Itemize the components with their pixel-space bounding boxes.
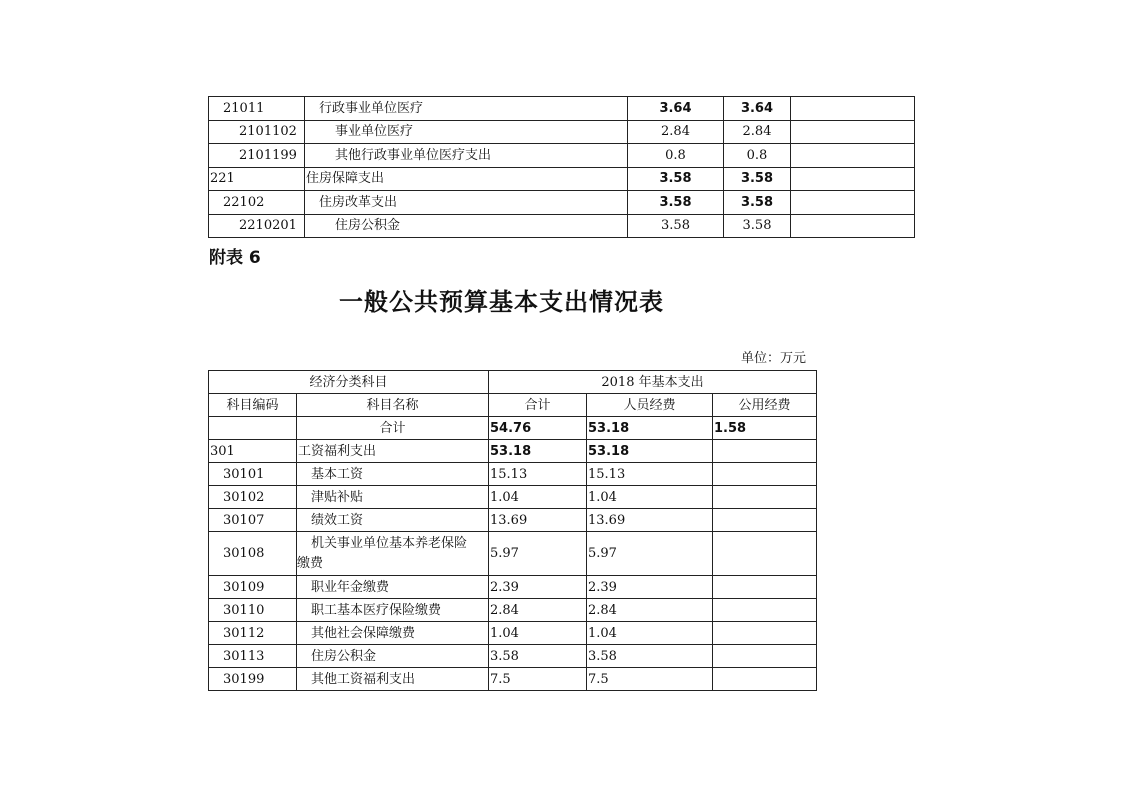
personnel-amount: 2.84 <box>587 599 713 622</box>
amount-cell: 3.64 <box>724 97 791 121</box>
total-amount: 5.97 <box>489 532 587 576</box>
table-row <box>209 668 817 691</box>
table-row <box>209 120 915 144</box>
subject-name: 职工基本医疗保险缴费 <box>297 599 489 622</box>
subject-code: 30113 <box>209 645 297 668</box>
subject-name: 其他社会保障缴费 <box>297 622 489 645</box>
public-amount <box>713 463 817 486</box>
personnel-amount: 3.58 <box>587 645 713 668</box>
amount-cell <box>791 214 915 238</box>
personnel-amount: 1.04 <box>587 486 713 509</box>
total-label: 合计 <box>297 417 489 440</box>
subject-code: 22102 <box>209 191 305 215</box>
subject-name: 工资福利支出 <box>297 440 489 463</box>
amount-cell: 3.58 <box>724 214 791 238</box>
subject-name: 津贴补贴 <box>297 486 489 509</box>
amount-cell: 3.58 <box>628 191 724 215</box>
public-amount <box>713 486 817 509</box>
header-basic-expenditure-2018: 2018 年基本支出 <box>489 371 817 394</box>
subject-code: 30109 <box>209 576 297 599</box>
basic-expenditure-table <box>208 370 817 691</box>
table-row <box>209 214 915 238</box>
subject-name <box>297 532 489 576</box>
amount-cell: 0.8 <box>628 144 724 168</box>
subject-code: 2210201 <box>209 214 305 238</box>
header-subject-code: 科目编码 <box>209 394 297 417</box>
appendix-label: 附表 6 <box>209 248 261 268</box>
total-amount: 2.84 <box>489 599 587 622</box>
table-row <box>209 509 817 532</box>
total-amount: 15.13 <box>489 463 587 486</box>
public-amount <box>713 668 817 691</box>
table-row <box>209 599 817 622</box>
subject-code: 301 <box>209 440 297 463</box>
subject-code <box>209 417 297 440</box>
subject-code: 30101 <box>209 463 297 486</box>
amount-cell: 3.58 <box>628 167 724 191</box>
subject-name: 行政事业单位医疗 <box>305 97 628 121</box>
personnel-amount: 5.97 <box>587 532 713 576</box>
personnel-amount: 13.69 <box>587 509 713 532</box>
subject-code: 2101102 <box>209 120 305 144</box>
personnel-amount: 15.13 <box>587 463 713 486</box>
subject-name: 住房公积金 <box>297 645 489 668</box>
public-amount <box>713 509 817 532</box>
amount-cell: 0.8 <box>724 144 791 168</box>
top-continuation-table <box>208 96 915 238</box>
header-row <box>209 394 817 417</box>
subject-code: 30110 <box>209 599 297 622</box>
total-amount: 1.04 <box>489 486 587 509</box>
subject-name: 职业年金缴费 <box>297 576 489 599</box>
table-row <box>209 622 817 645</box>
subject-code: 21011 <box>209 97 305 121</box>
subject-name: 事业单位医疗 <box>305 120 628 144</box>
personnel-amount: 53.18 <box>587 440 713 463</box>
amount-cell <box>791 191 915 215</box>
table-row <box>209 532 817 576</box>
amount-cell: 2.84 <box>628 120 724 144</box>
subject-name: 绩效工资 <box>297 509 489 532</box>
table-row <box>209 144 915 168</box>
amount-cell <box>791 120 915 144</box>
amount-cell: 2.84 <box>724 120 791 144</box>
public-amount: 1.58 <box>713 417 817 440</box>
amount-cell: 3.58 <box>724 191 791 215</box>
public-amount <box>713 599 817 622</box>
subject-name: 住房改革支出 <box>305 191 628 215</box>
total-amount: 1.04 <box>489 622 587 645</box>
total-amount: 2.39 <box>489 576 587 599</box>
subject-code: 30107 <box>209 509 297 532</box>
public-amount <box>713 645 817 668</box>
personnel-amount: 53.18 <box>587 417 713 440</box>
page-title: 一般公共预算基本支出情况表 <box>339 287 664 316</box>
total-amount: 3.58 <box>489 645 587 668</box>
subject-code: 221 <box>209 167 305 191</box>
table-row <box>209 486 817 509</box>
public-amount <box>713 440 817 463</box>
total-row <box>209 417 817 440</box>
subject-code: 30108 <box>209 532 297 576</box>
subject-name: 其他行政事业单位医疗支出 <box>305 144 628 168</box>
amount-cell <box>791 167 915 191</box>
amount-cell: 3.64 <box>628 97 724 121</box>
subject-name-line-2: 缴费 <box>297 555 324 571</box>
table-row <box>209 463 817 486</box>
total-amount: 54.76 <box>489 417 587 440</box>
total-amount: 13.69 <box>489 509 587 532</box>
table-row <box>209 167 915 191</box>
unit-label: 单位：万元 <box>741 351 807 366</box>
public-amount <box>713 622 817 645</box>
header-economic-classification: 经济分类科目 <box>209 371 489 394</box>
personnel-amount: 7.5 <box>587 668 713 691</box>
header-personnel: 人员经费 <box>587 394 713 417</box>
subject-name-line-1: 机关事业单位基本养老保险 <box>311 535 468 551</box>
public-amount <box>713 532 817 576</box>
subject-code: 30102 <box>209 486 297 509</box>
amount-cell: 3.58 <box>628 214 724 238</box>
amount-cell <box>791 144 915 168</box>
subject-name: 其他工资福利支出 <box>297 668 489 691</box>
table-row <box>209 645 817 668</box>
header-row <box>209 371 817 394</box>
total-amount: 53.18 <box>489 440 587 463</box>
personnel-amount: 1.04 <box>587 622 713 645</box>
table-row <box>209 191 915 215</box>
amount-cell <box>791 97 915 121</box>
subject-name: 基本工资 <box>297 463 489 486</box>
subject-code: 2101199 <box>209 144 305 168</box>
amount-cell: 3.58 <box>724 167 791 191</box>
table-row <box>209 576 817 599</box>
subject-code: 30112 <box>209 622 297 645</box>
subject-name: 住房保障支出 <box>305 167 628 191</box>
subject-name: 住房公积金 <box>305 214 628 238</box>
public-amount <box>713 576 817 599</box>
header-subject-name: 科目名称 <box>297 394 489 417</box>
personnel-amount: 2.39 <box>587 576 713 599</box>
table-row <box>209 440 817 463</box>
header-total: 合计 <box>489 394 587 417</box>
table-row <box>209 97 915 121</box>
total-amount: 7.5 <box>489 668 587 691</box>
subject-code: 30199 <box>209 668 297 691</box>
header-public: 公用经费 <box>713 394 817 417</box>
